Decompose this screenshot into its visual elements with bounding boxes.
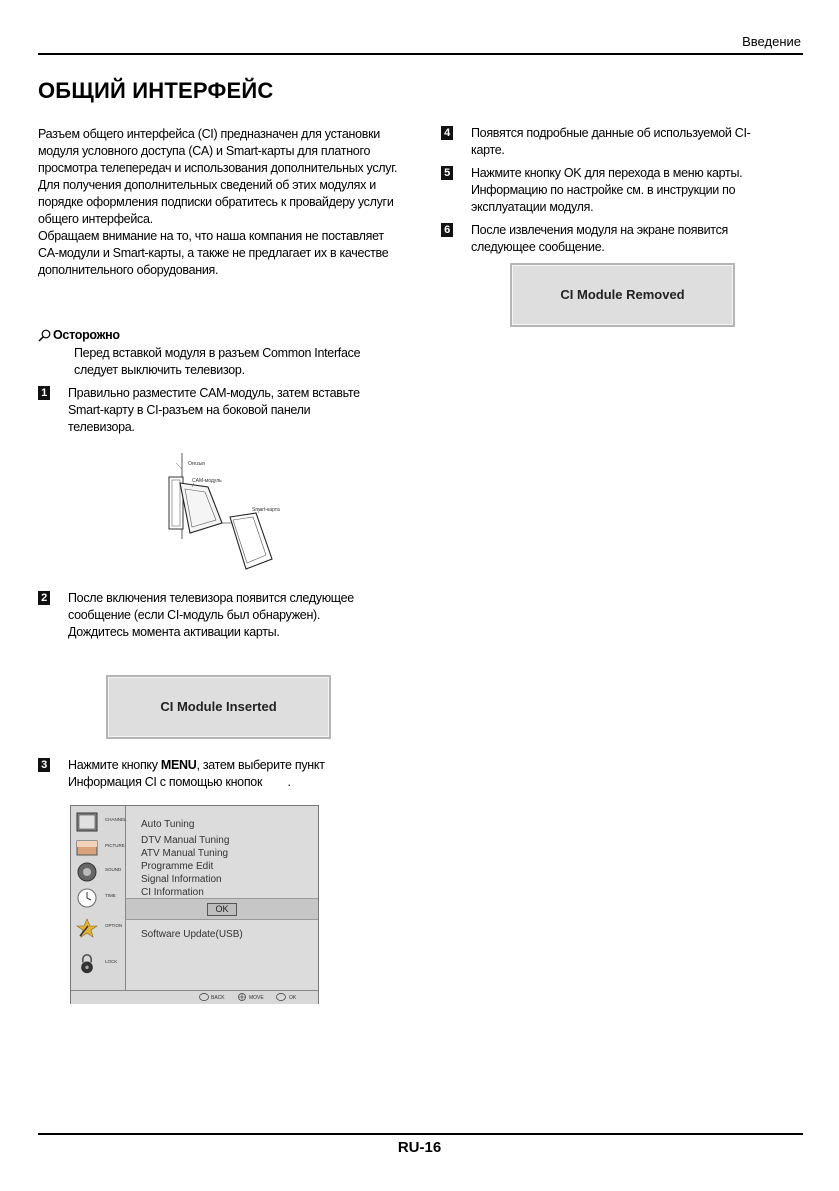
caution-title: Осторожно [53, 328, 120, 342]
sound-icon [76, 862, 98, 882]
menu-footer [71, 990, 318, 1004]
step-number: 2 [38, 591, 50, 605]
picture-icon [76, 838, 98, 858]
step-number: 5 [441, 166, 453, 180]
diagram-label: Оrezыn [188, 461, 206, 467]
channel-icon [76, 812, 98, 832]
clock-icon [76, 888, 98, 908]
diagram-label: Smart-карта [252, 507, 280, 513]
step-text-part: , затем выберите пункт Информация CI с помощью кнопок . [68, 758, 328, 789]
ci-module-removed-message: CI Module Removed [510, 263, 735, 327]
step-6 [441, 222, 781, 256]
ok-button[interactable]: OK [207, 903, 237, 916]
caution-text: Перед вставкой модуля в разъем Common Interface следует выключить телевизор. [74, 346, 361, 377]
step-number: 4 [441, 126, 453, 140]
step-text-part: Нажмите кнопку [68, 758, 161, 772]
menu-item-software-update[interactable]: Software Update(USB) [141, 929, 243, 940]
sidebar-label: OPTION [105, 923, 123, 928]
sidebar-item-channel[interactable] [74, 810, 126, 834]
intro-paragraph: Обращаем внимание на то, что наша компания не поставляет CA-модули и Smart-карты, а также не предлагает их в качестве дополнительного оборудования. [38, 229, 389, 277]
move-key-icon [237, 993, 247, 1001]
back-key-icon [199, 993, 209, 1001]
step-text: После включения телевизора появится следующее сообщение (если CI-модуль был обнаружен). Дождитесь момента активации карты. [68, 591, 354, 639]
lock-icon [76, 954, 98, 974]
intro-paragraph: Разъем общего интерфейса (CI) предназначен для установки модуля условного доступа (CA) и Smart-карты для платного просмотра телепередач и использования дополнительных услуг. [38, 127, 398, 175]
tv-menu-screenshot [70, 805, 319, 1004]
sidebar-label: TIME [105, 893, 116, 898]
step-text: Появятся подробные данные об используемой CI-карте. [471, 126, 751, 157]
sidebar-label: PICTURE [105, 843, 125, 848]
menu-item-programme-edit[interactable]: Programme Edit [141, 861, 214, 872]
sidebar-label: SOUND [105, 867, 122, 872]
sidebar-label: LOCK [105, 959, 118, 964]
footer-back-label: BACK [211, 995, 225, 1001]
sidebar-item-lock[interactable] [74, 952, 126, 976]
sidebar-item-sound[interactable] [74, 860, 126, 884]
step-1 [38, 385, 368, 436]
sidebar-item-time[interactable] [74, 886, 126, 910]
step-number: 3 [38, 758, 50, 772]
page-title: ОБЩИЙ ИНТЕРФЕЙС [38, 78, 274, 103]
menu-sidebar [71, 806, 126, 990]
menu-items [141, 818, 229, 899]
intro-text [38, 126, 398, 279]
sidebar-label: CHANNEL [105, 817, 127, 822]
step-4 [441, 125, 781, 159]
option-icon [76, 918, 98, 938]
menu-item-ci-information[interactable]: CI Information [141, 887, 204, 898]
step-number: 1 [38, 386, 50, 400]
footer-move-label: MOVE [249, 995, 264, 1001]
menu-item-auto-tuning[interactable]: Auto Tuning [141, 819, 195, 830]
footer-ok-label: OK [289, 995, 297, 1001]
cam-insertion-diagram [160, 447, 300, 575]
menu-item-signal-information[interactable]: Signal Information [141, 874, 222, 885]
footer-rule [38, 1133, 803, 1135]
header-rule [38, 53, 803, 55]
ci-module-inserted-message: CI Module Inserted [106, 675, 331, 739]
caution-heading [38, 327, 398, 344]
page-number: RU-16 [397, 1139, 442, 1156]
caution-block [38, 327, 398, 379]
menu-item-dtv-manual-tuning[interactable]: DTV Manual Tuning [141, 835, 230, 846]
step-text: После извлечения модуля на экране появится следующее сообщение. [471, 223, 728, 254]
step-text [68, 757, 368, 791]
sidebar-item-option[interactable] [74, 916, 126, 940]
intro-paragraph: Для получения дополнительных сведений об этих модулях и порядке оформления подписки обратитесь к провайдеру услуги общего интерфейса. [38, 178, 394, 226]
step-2 [38, 590, 368, 641]
menu-key: MENU [160, 758, 197, 772]
diagram-label: CAM-модуль [192, 478, 222, 484]
step-text: Правильно разместите CAM-модуль, затем вставьте Smart-карту в CI-разъем на боковой панели телевизора. [68, 386, 360, 434]
step-number: 6 [441, 223, 453, 237]
sidebar-item-picture[interactable] [74, 836, 126, 860]
menu-item-atv-manual-tuning[interactable]: ATV Manual Tuning [141, 848, 229, 859]
ok-key-icon [276, 993, 286, 1001]
step-text: Нажмите кнопку OK для перехода в меню карты. Информацию по настройке см. в инструкции по эксплуатации модуля. [471, 166, 743, 214]
header-section: Введение [742, 34, 801, 49]
magnifier-icon [38, 329, 51, 342]
step-5 [441, 165, 781, 216]
step-3 [38, 757, 368, 791]
